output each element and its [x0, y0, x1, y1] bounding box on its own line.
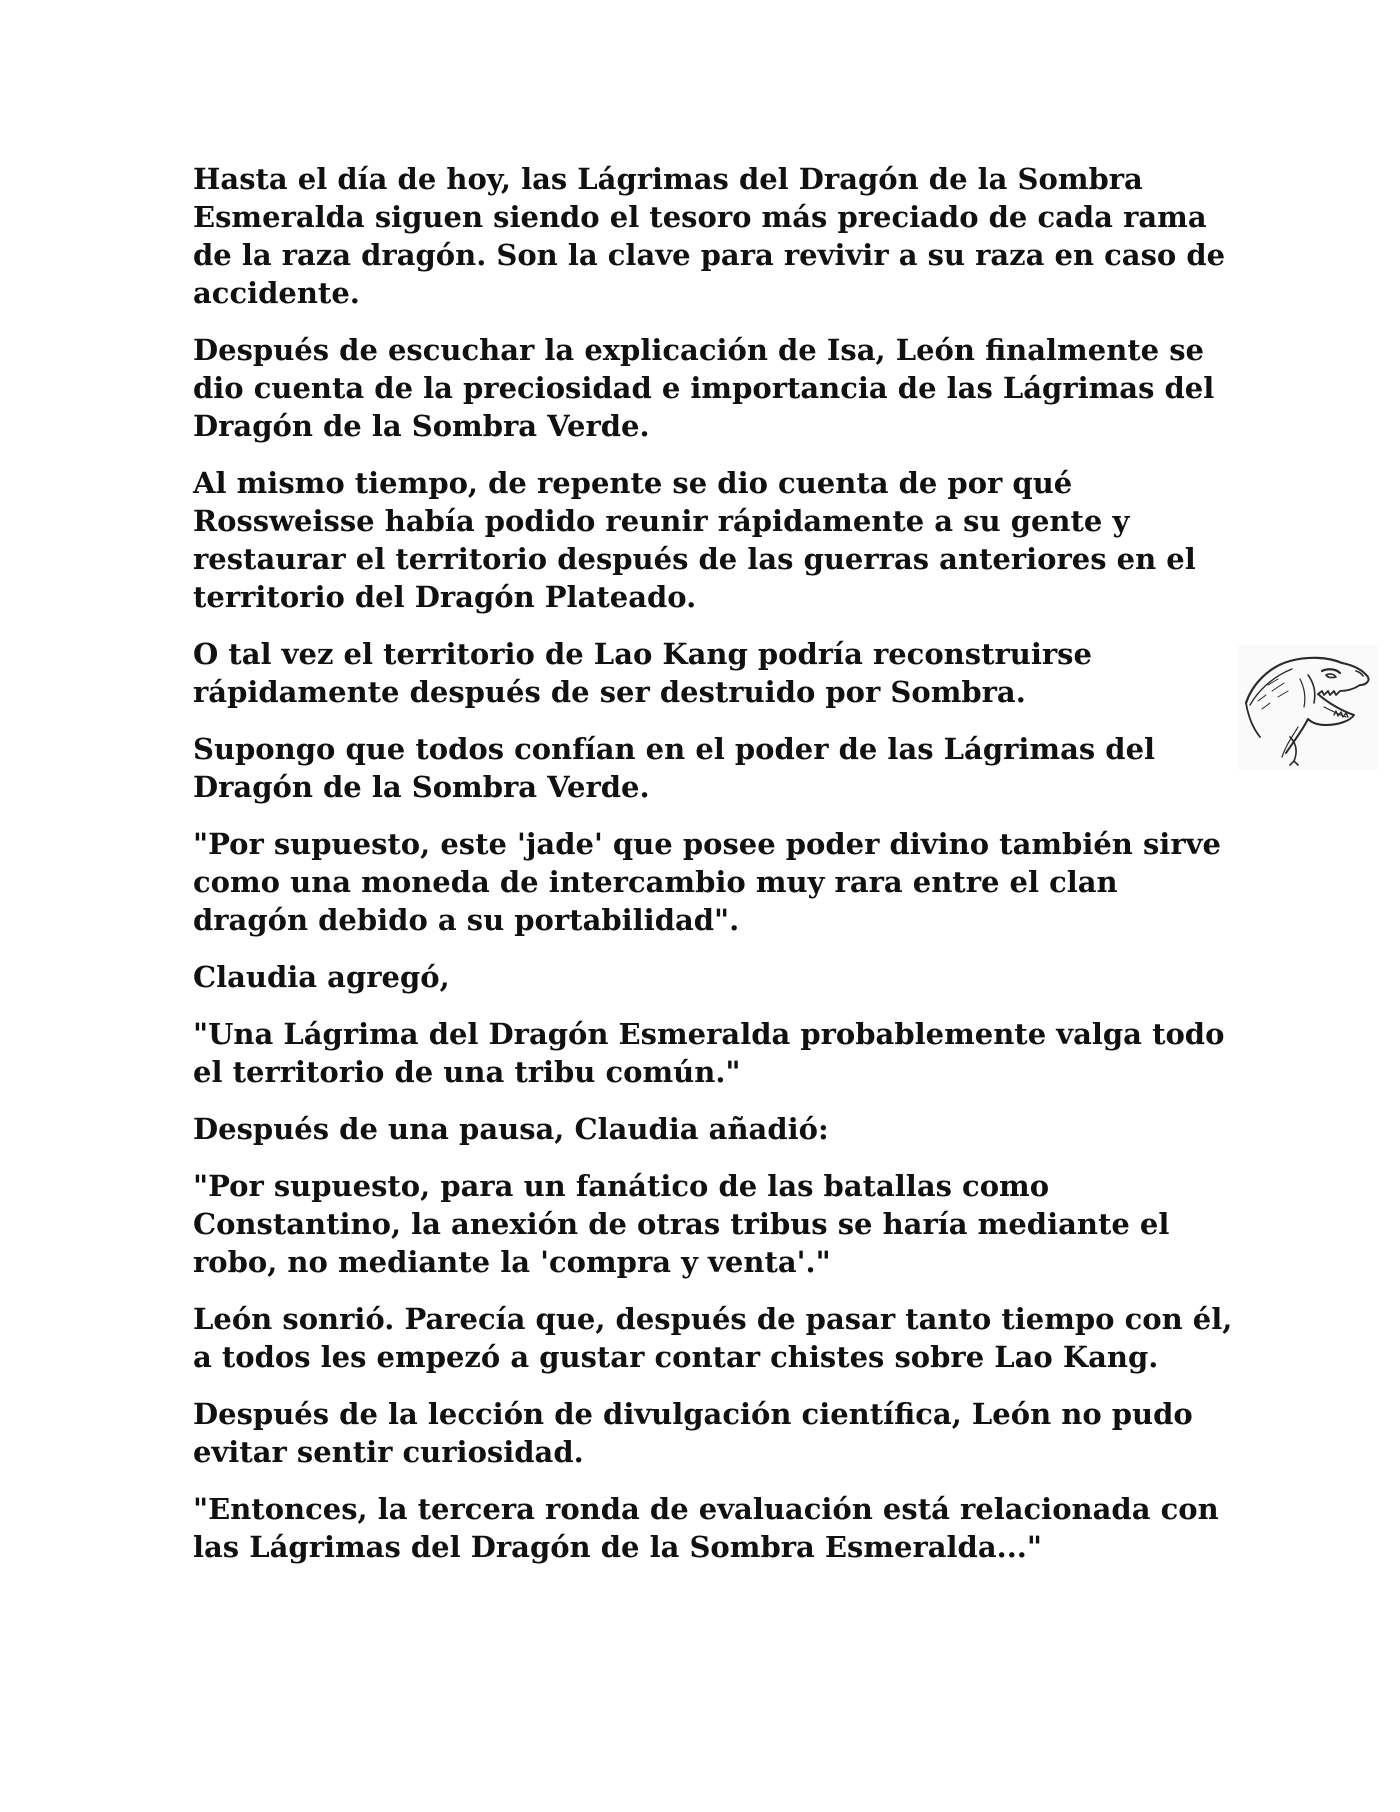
paragraph-8: "Una Lágrima del Dragón Esmeralda probablemente valga todo el territorio de una tribu común.": [193, 1017, 1225, 1089]
paragraph-12: Después de la lección de divulgación científica, León no pudo evitar sentir curiosidad.: [193, 1397, 1193, 1469]
document-body: [193, 160, 1233, 1585]
dragon-head-sketch-icon: [1238, 645, 1378, 769]
paragraph-13: "Entonces, la tercera ronda de evaluación está relacionada con las Lágrimas del Dragón de la Sombra Esmeralda...": [193, 1492, 1219, 1564]
paragraph-7: Claudia agregó,: [193, 960, 450, 994]
paragraph-10: "Por supuesto, para un fanático de las batallas como Constantino, la anexión de otras tribus se haría mediante el robo, no mediante la 'compra y venta'.": [193, 1169, 1170, 1279]
paragraph-11: León sonrió. Parecía que, después de pasar tanto tiempo con él, a todos les empezó a gustar contar chistes sobre Lao Kang.: [193, 1302, 1233, 1374]
paragraph-6: "Por supuesto, este 'jade' que posee poder divino también sirve como una moneda de intercambio muy rara entre el clan dragón debido a su portabilidad".: [193, 827, 1221, 937]
paragraph-2: Después de escuchar la explicación de Isa, León finalmente se dio cuenta de la preciosidad e importancia de las Lágrimas del Dragón de la Sombra Verde.: [193, 333, 1215, 443]
paragraph-5: Supongo que todos confían en el poder de las Lágrimas del Dragón de la Sombra Verde.: [193, 732, 1156, 804]
paragraph-3: Al mismo tiempo, de repente se dio cuenta de por qué Rossweisse había podido reunir rápidamente a su gente y restaurar el territorio después de las guerras anteriores en el territorio del Dragón Plateado.: [193, 466, 1196, 614]
paragraph-4: O tal vez el territorio de Lao Kang podría reconstruirse rápidamente después de ser destruido por Sombra.: [193, 637, 1092, 709]
paragraph-1: Hasta el día de hoy, las Lágrimas del Dragón de la Sombra Esmeralda siguen siendo el tesoro más preciado de cada rama de la raza dragón. Son la clave para revivir a su raza en caso de accidente.: [193, 162, 1226, 310]
paragraph-9: Después de una pausa, Claudia añadió:: [193, 1112, 829, 1146]
